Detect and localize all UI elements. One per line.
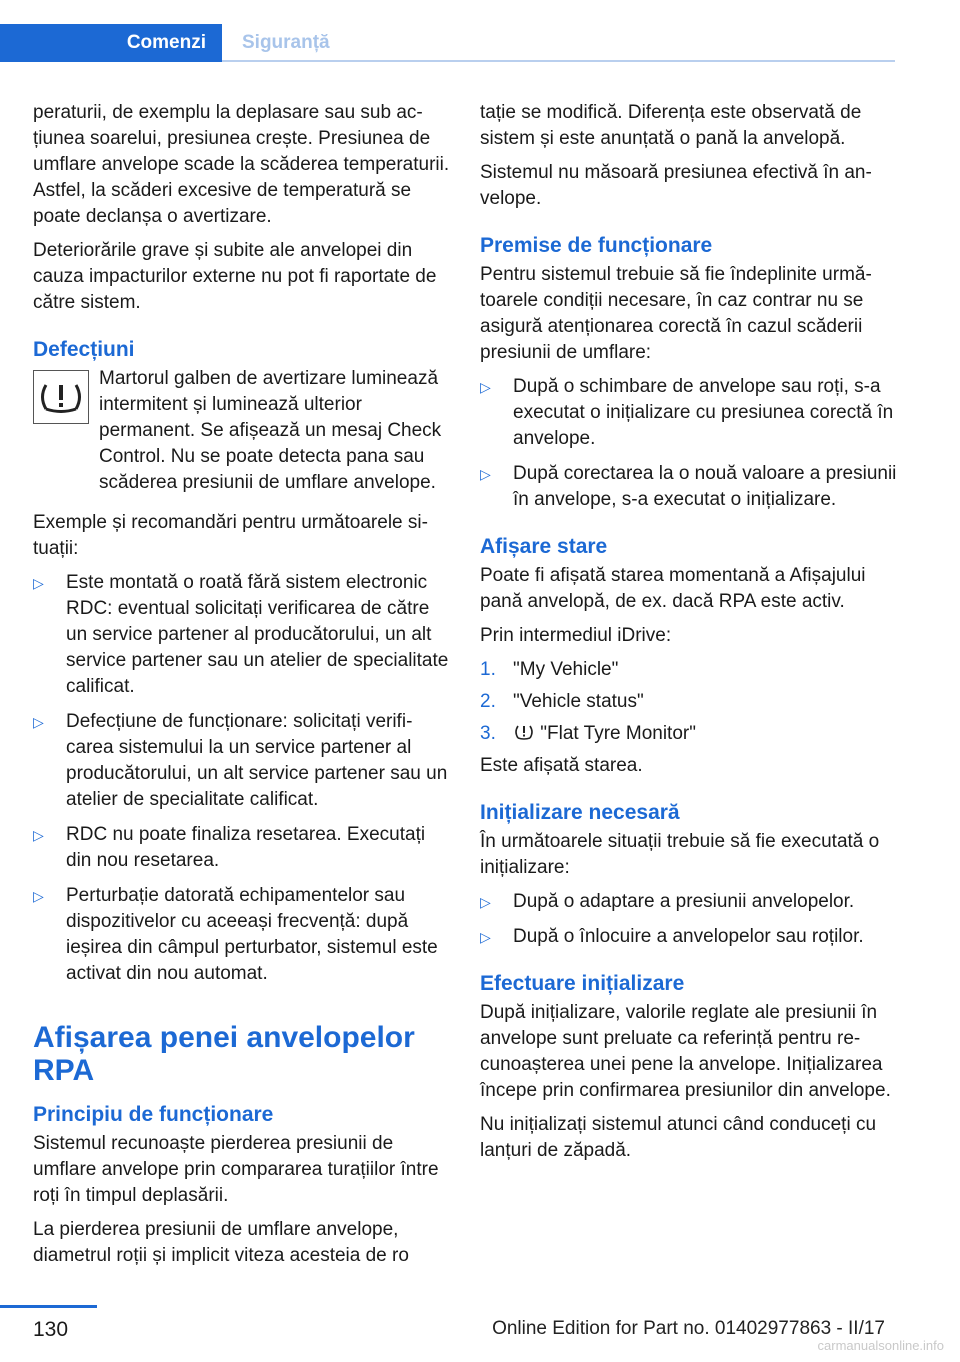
right-column [480, 100, 898, 1172]
heading-init-necesara: Inițializare necesară [480, 801, 680, 824]
heading-defectiuni: Defecțiuni [33, 338, 135, 361]
bullet-list [480, 374, 898, 513]
paragraph: peraturii, de exemplu la deplasare sau sub acțiunea soarelui, presiunea crește. Presiunea de umflare anvelope scade la scăderea temperaturii. Astfel, la scăderi excesive de temperatură se poate declanșa o avertizare. [33, 102, 450, 227]
paragraph: Exemple și recomandări pentru următoarele situații: [33, 512, 428, 559]
heading-principiu: Principiu de funcționare [33, 1103, 274, 1126]
triangle-right-icon: ▷ [480, 379, 491, 395]
heading-afisare: Afișare stare [480, 535, 608, 558]
paragraph: Poate fi afișată starea momentană a Afișajului pană anvelopă, de ex. dacă RPA este activ. [480, 565, 866, 612]
triangle-right-icon: ▷ [33, 714, 44, 730]
list-item: 3. "Flat Tyre Monitor" [480, 723, 696, 744]
list-item: ▷ După corectarea la o nouă valoare a presiunii în anvelope, s-a executat o inițializare. [480, 463, 897, 510]
tab-underline [222, 60, 895, 62]
warning-block [33, 366, 451, 496]
page-number: 130 [33, 1318, 69, 1341]
tab-siguranta[interactable]: Siguranță [242, 32, 330, 53]
footer-rule [0, 1305, 97, 1308]
paragraph: Sistemul nu măsoară presiunea efectivă în anvelope. [480, 162, 872, 209]
paragraph: Deteriorările grave și subite ale anvelopei din cauza impacturilor externe nu pot fi raportate de către sistem. [33, 240, 437, 313]
list-item: ▷ RDC nu poate finaliza resetarea. Executați din nou resetarea. [33, 824, 426, 871]
left-column [33, 100, 451, 1277]
paragraph: Sistemul recunoaște pierderea presiunii de umflare anvelope prin compararea turațiilor între roți în timpul deplasării. [33, 1133, 439, 1206]
bullet-list [480, 889, 898, 950]
step-list [480, 657, 898, 747]
list-item: ▷ După o schimbare de anvelope sau roți, s-a executat o inițializare cu presiunea corectă în anvelope. [480, 376, 894, 449]
watermark: carmanualsonline.info [817, 1338, 944, 1353]
warning-text: Martorul galben de avertizare luminează intermitent și luminează ulterior permanent. Se afișează un mesaj Check Control. Nu se poate detecta pana sau scăderea presiunii de umflare anvelope. [99, 368, 442, 493]
section-title: Afișarea penei anvelopelor RPA [33, 1021, 415, 1087]
triangle-right-icon: ▷ [480, 466, 491, 482]
heading-efectuare: Efectuare inițializare [480, 972, 685, 995]
paragraph: Pentru sistemul trebuie să fie îndeplinite următoarele condiții necesare, în caz contrar nu se asigură atenționarea corectă în cazul scăderii presiunii de umflare: [480, 264, 872, 363]
paragraph: După inițializare, valorile reglate ale presiunii în anvelope sunt preluate ca referință pentru recunoașterea unei pene la anvelope. Inițializarea începe prin confirmarea presiunilor din anvelope. [480, 1002, 891, 1101]
list-item: 2. "Vehicle status" [480, 691, 644, 712]
list-item: ▷ După o înlocuire a anvelopelor sau roților. [480, 924, 898, 950]
triangle-right-icon: ▷ [33, 888, 44, 904]
list-item: ▷ După o adaptare a presiunii anvelopelor. [480, 889, 898, 915]
paragraph: Nu inițializați sistemul atunci când conduceți cu lanțuri de zăpadă. [480, 1114, 877, 1161]
paragraph: În următoarele situații trebuie să fie executată o inițializare: [480, 831, 880, 878]
tyre-pressure-warning-icon [33, 370, 89, 424]
triangle-right-icon: ▷ [480, 929, 491, 945]
paragraph: La pierderea presiunii de umflare anvelope, diametrul roții și implicit viteza acesteia de ro [33, 1219, 409, 1266]
list-item: 1. "My Vehicle" [480, 659, 619, 680]
paragraph: Prin intermediul iDrive: [480, 625, 672, 646]
heading-premise: Premise de funcționare [480, 234, 713, 257]
tyre-pressure-warning-icon [513, 722, 535, 742]
edition-note: Online Edition for Part no. 01402977863 - II/17 [492, 1318, 885, 1339]
paragraph: tație se modifică. Diferența este observată de sistem și este anunțată o pană la anvelopă. [480, 102, 862, 149]
triangle-right-icon: ▷ [480, 894, 491, 910]
triangle-right-icon: ▷ [33, 827, 44, 843]
list-item: ▷ Perturbație datorată echipamentelor sau dispozitivelor cu aceeași frecvență: după ieșirea din câmpul perturbator, sistemul este activat din nou automat. [33, 885, 438, 984]
list-item: ▷ Este montată o roată fără sistem electronic RDC: eventual solicitați verificarea de către un service partener al producătorului, un alt service partener sau un atelier de specialitate calificat. [33, 572, 449, 697]
paragraph: Este afișată starea. [480, 755, 643, 776]
header-tabbar [0, 24, 895, 62]
tab-comenzi[interactable]: Comenzi [0, 24, 222, 62]
bullet-list [33, 570, 451, 987]
list-item: ▷ Defecțiune de funcționare: solicitați verificarea sistemului la un service partener al producătorului, un alt service partener sau un atelier de specialitate calificat. [33, 711, 448, 810]
triangle-right-icon: ▷ [33, 575, 44, 591]
